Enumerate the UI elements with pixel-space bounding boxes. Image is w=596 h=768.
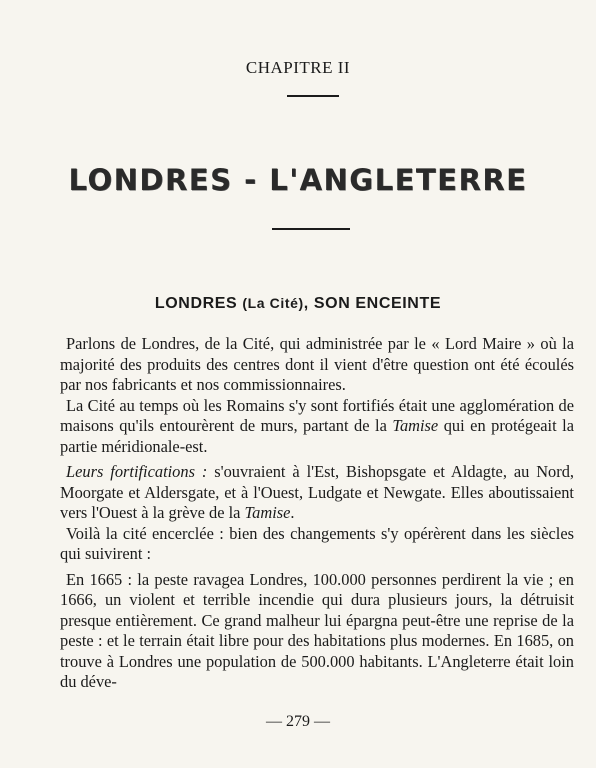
paragraph-2-end: qui en protégeait la partie méridionale-est. bbox=[60, 416, 574, 456]
chapter-divider bbox=[287, 95, 339, 97]
page-number: — 279 — bbox=[266, 713, 330, 730]
main-title: LONDRES - L'ANGLETERRE bbox=[68, 163, 528, 197]
section-title-paren: (La Cité) bbox=[242, 295, 304, 311]
river-name: Tamise bbox=[392, 416, 439, 435]
chapter-heading: CHAPITRE II bbox=[245, 58, 351, 77]
paragraph-3-end: . bbox=[290, 503, 295, 522]
river-name-2: Tamise bbox=[244, 503, 291, 522]
section-title bbox=[0, 295, 596, 313]
body-text bbox=[60, 334, 574, 693]
fortifications-label: Leurs fortifications : bbox=[66, 462, 208, 481]
paragraph-2-text: La Cité au temps où les Romains s'y sont fortifiés était une agglomération de maisons qu'ils entourèrent de murs, partant de la bbox=[60, 395, 574, 435]
section-title-rest: , SON ENCEINTE bbox=[303, 295, 442, 312]
paragraph-2 bbox=[60, 396, 574, 458]
title-divider bbox=[272, 228, 350, 230]
section-title-main: LONDRES bbox=[154, 295, 238, 312]
paragraph-5: En 1665 : la peste ravagea Londres, 100.000 personnes perdirent la vie ; en 1666, un violent et terrible incendie qui dura plusieurs jours, la détruisit presque entièrement. Ce grand malheur lui épargna peut-être une reprise de la peste : et le terrain était libre pour des habitations plus modernes. En 1685, on trouve à Londres une population de 500.000 habitants. L'Angleterre était loin du déve- bbox=[60, 569, 574, 691]
paragraph-1: Parlons de Londres, de la Cité, qui administrée par le « Lord Maire » où la majorité des produits des centres dont il vient d'être question ont été écoulés par nos fabricants et nos commissionnaires. bbox=[60, 334, 574, 394]
paragraph-3-text: s'ouvraient à l'Est, Bishopsgate et Aldagte, au Nord, Moorgate et Aldersgate, et à l'Ouest, Ludgate et Newgate. Elles aboutissaient vers l'Ouest à la grève de la bbox=[60, 462, 575, 522]
paragraph-3 bbox=[60, 462, 574, 524]
paragraph-4: Voilà la cité encerclée : bien des changements s'y opérèrent dans les siècles qui suivirent : bbox=[60, 523, 574, 563]
